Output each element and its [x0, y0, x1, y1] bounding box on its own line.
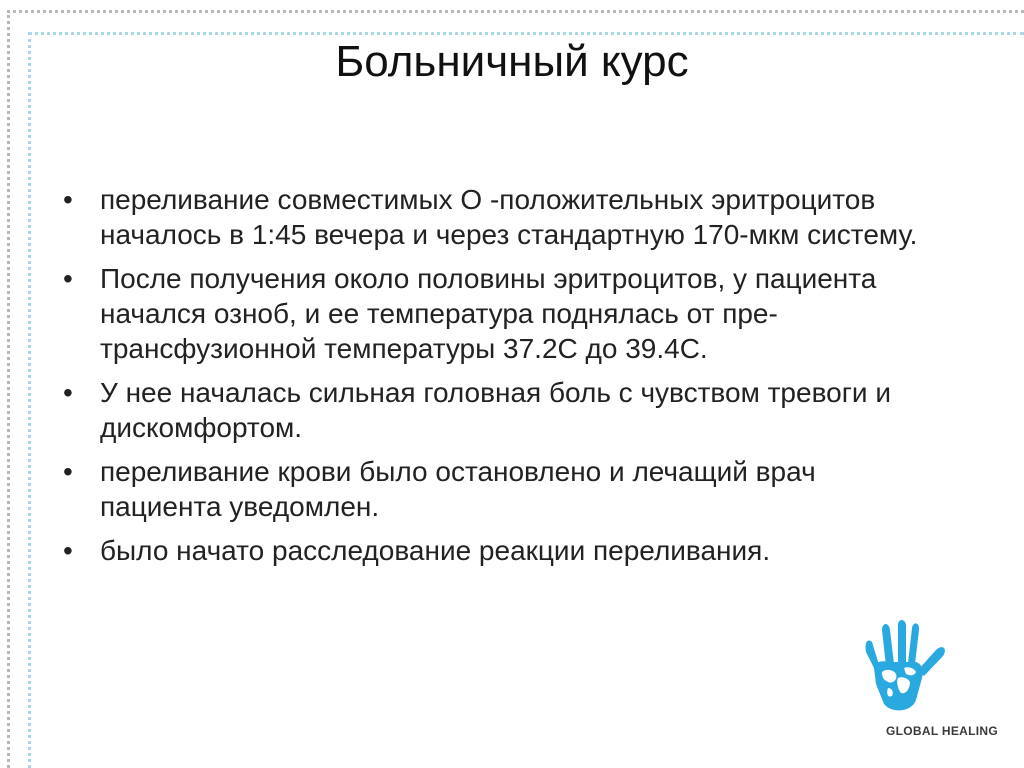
bullet-item — [60, 375, 940, 445]
logo-text: GLOBAL HEALING — [886, 724, 998, 738]
bullet-list — [60, 182, 940, 577]
bullet-text: переливание совместимых О -положительных эритроцитов началось в 1:45 вечера и через стандартную 170-мкм систему. — [100, 184, 918, 250]
global-healing-logo — [850, 620, 1010, 745]
bullet-marker: • — [63, 456, 73, 487]
hand-globe-icon — [852, 620, 957, 720]
bullet-text: переливание крови было остановлено и лечащий врач пациента уведомлен. — [100, 456, 816, 522]
bullet-marker: • — [63, 535, 73, 566]
slide-title: Больничный курс — [335, 37, 689, 86]
bullet-item — [60, 533, 940, 568]
bullet-text: После получения около половины эритроцитов, у пациента начался озноб, и ее температура поднялась от пре-трансфузионной температуры 37.2С до 39.4С. — [100, 263, 877, 364]
bullet-text: У нее началась сильная головная боль с чувством тревоги и дискомфортом. — [100, 377, 891, 443]
bullet-item — [60, 261, 940, 366]
bullet-marker: • — [63, 377, 73, 408]
bullet-marker: • — [63, 263, 73, 294]
bullet-text: было начато расследование реакции переливания. — [100, 535, 771, 566]
bullet-marker: • — [63, 184, 73, 215]
bullet-item — [60, 182, 940, 252]
bullet-item — [60, 454, 940, 524]
